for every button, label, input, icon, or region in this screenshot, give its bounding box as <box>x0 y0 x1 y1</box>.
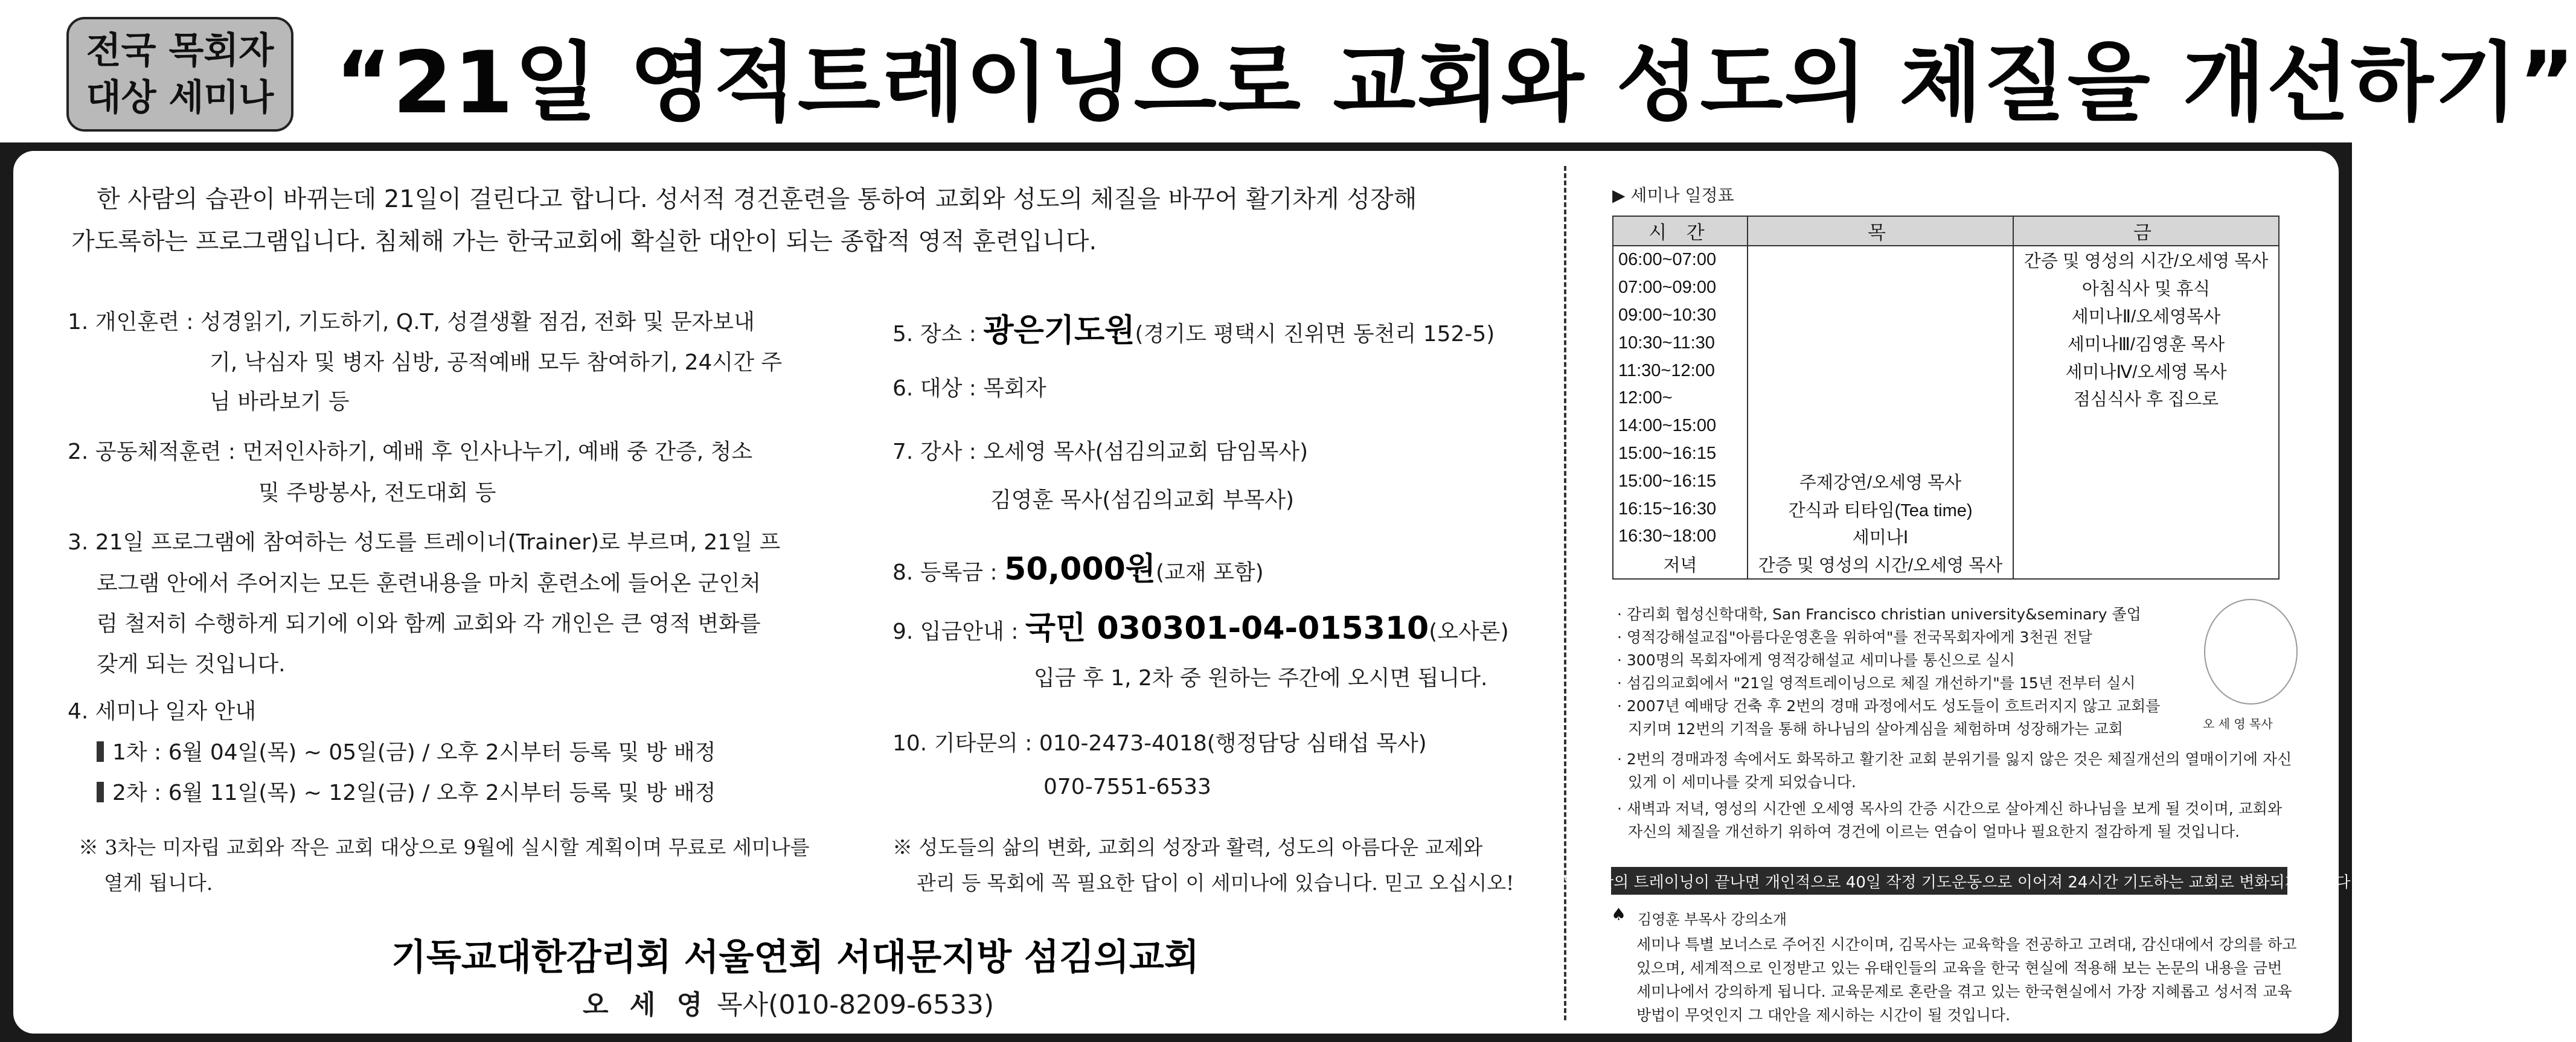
thu-cell <box>1748 357 2013 385</box>
session-2-text: 2차 : 6월 11일(목) ~ 12일(금) / 오후 2시부터 등록 및 방 배정 <box>112 781 716 805</box>
venue-name: 광은기도원 <box>983 313 1135 349</box>
item-1-line-3: 님 바라보기 등 <box>210 389 350 414</box>
page-title: “21일 영적트레이닝으로 교회와 성도의 체질을 개선하기” <box>335 33 2576 133</box>
time-cell: 07:00~09:00 <box>1613 274 1748 302</box>
session-1-text: 1차 : 6월 04일(목) ~ 05일(금) / 오후 2시부터 등록 및 방 배정 <box>112 740 716 765</box>
bio-line-8: 있게 이 세미나를 갖게 되었습니다. <box>1628 773 1856 791</box>
bullet-square-icon <box>97 782 104 802</box>
venue-address: (경기도 평택시 진위면 동천리 152-5) <box>1135 322 1495 347</box>
contact-detail: 목사(010-8209-6533) <box>708 989 995 1020</box>
item-1-line-2: 기, 낙심자 및 병자 심방, 공적예배 모두 참여하기, 24시간 주 <box>210 350 783 375</box>
item-9 <box>892 603 1509 648</box>
table-row <box>1613 246 2279 274</box>
fri-cell: 세미나Ⅳ/오세영 목사 <box>2013 357 2279 385</box>
thu-cell <box>1748 440 2013 468</box>
fri-cell: 간증 및 영성의 시간/오세영 목사 <box>2013 246 2279 274</box>
fri-cell: 세미나Ⅲ/김영훈 목사 <box>2013 329 2279 357</box>
bio-line-1: · 감리회 협성신학대학, San Francisco christian university&seminary 졸업 <box>1617 606 2141 623</box>
item-1-line-1: 1. 개인훈련 : 성경읽기, 기도하기, Q.T, 성결생활 점검, 전화 및 문자보내 <box>68 310 755 334</box>
item-7-line-1: 7. 강사 : 오세영 목사(섬김의교회 담임목사) <box>892 439 1309 464</box>
fee-amount: 50,000원 <box>1004 551 1156 587</box>
lecturer-line-1: 세미나 특별 보너스로 주어진 시간이며, 김목사는 교육학을 전공하고 고려대, 감신대에서 강의를 하고 <box>1636 936 2297 953</box>
thu-cell <box>1748 274 2013 302</box>
lecturer-line-3: 세미나에서 강의하게 됩니다. 교육문제로 혼란을 겪고 있는 한국현실에서 가장 지혜롭고 성서적 교육 <box>1636 983 2292 1000</box>
table-row <box>1613 412 2279 440</box>
bio-line-2: · 영적강해설교집"아름다운영혼을 위하여"를 전국목회자에게 3천권 전달 <box>1617 628 2092 646</box>
item-2-line-2: 및 주방봉사, 전도대회 등 <box>258 481 496 505</box>
lecturer-line-4: 방법이 무엇인지 그 대안을 제시하는 시간이 될 것입니다. <box>1636 1006 2011 1024</box>
contact <box>583 983 994 1021</box>
item-3-line-4: 갖게 되는 것입니다. <box>97 652 286 677</box>
table-row <box>1613 329 2279 357</box>
badge-line-1: 전국 목회자 <box>86 30 274 72</box>
thu-cell: 간증 및 영성의 시간/오세영 목사 <box>1748 551 2013 579</box>
badge-line-2: 대상 세미나 <box>86 77 274 119</box>
schedule-header-time: 시 간 <box>1613 216 1748 246</box>
thu-cell: 세미나Ⅰ <box>1748 523 2013 551</box>
time-cell: 15:00~16:15 <box>1613 467 1748 495</box>
left-note-line-1: ※ 3차는 미자립 교회와 작은 교회 대상으로 9월에 실시할 계획이며 무료로 세미나를 <box>78 836 810 859</box>
thu-cell <box>1748 329 2013 357</box>
time-cell: 16:15~16:30 <box>1613 495 1748 523</box>
session-2 <box>97 776 716 807</box>
prayer-banner: 21일 동안의 트레이닝이 끝나면 개인적으로 40일 작정 기도운동으로 이어져 24시간 기도하는 교회로 변화되게 됩니다. <box>1611 867 2287 895</box>
fri-cell <box>2013 523 2279 551</box>
time-cell: 15:00~16:15 <box>1613 440 1748 468</box>
fee-detail: (교재 포함) <box>1156 560 1264 585</box>
item-2-line-1: 2. 공동체적훈련 : 먼저인사하기, 예배 후 인사나누기, 예배 중 간증, 청소 <box>68 439 753 464</box>
mid-note-line-2: 관리 등 목회에 꼭 필요한 답이 이 세미나에 있습니다. 믿고 오십시오! <box>917 871 1514 895</box>
fri-cell <box>2013 440 2279 468</box>
item-3-line-2: 로그램 안에서 주어지는 모든 훈련내용을 마치 훈련소에 들어온 군인처 <box>97 571 761 596</box>
time-cell: 저녁 <box>1613 551 1748 579</box>
schedule-header-thu: 목 <box>1748 216 2013 246</box>
thu-cell <box>1748 385 2013 412</box>
schedule-header-row <box>1613 216 2279 246</box>
item-9-label: 9. 입금안내 : <box>892 619 1025 644</box>
item-10-line-2: 070-7551-6533 <box>1043 775 1211 799</box>
schedule-header-fri: 금 <box>2013 216 2279 246</box>
time-cell: 06:00~07:00 <box>1613 246 1748 274</box>
fri-cell: 세미나Ⅱ/오세영목사 <box>2013 302 2279 330</box>
bullet-square-icon <box>97 741 104 762</box>
bio-line-10: 자신의 체질을 개선하기 위하여 경건에 이르는 연습이 얼마나 필요한지 절감하게 될 것입니다. <box>1628 823 2240 840</box>
time-cell: 16:30~18:00 <box>1613 523 1748 551</box>
organization-name: 기독교대한감리회 서울연회 서대문지방 섬김의교회 <box>391 936 1199 979</box>
thu-cell <box>1748 412 2013 440</box>
time-cell: 11:30~12:00 <box>1613 357 1748 385</box>
fri-cell <box>2013 495 2279 523</box>
item-4-title: 4. 세미나 일자 안내 <box>68 699 257 724</box>
bio-line-7: · 2번의 경매과정 속에서도 화목하고 활기찬 교회 분위기를 잃지 않은 것은 체질개선의 열매이기에 자신 <box>1617 750 2292 768</box>
mid-note-line-1: ※ 성도들의 삶의 변화, 교회의 성장과 활력, 성도의 아름다운 교제와 <box>892 836 1483 859</box>
bio-line-4: · 섬김의교회에서 "21일 영적트레이닝으로 체질 개선하기"를 15년 전부터 실시 <box>1617 674 2136 692</box>
schedule-table <box>1612 216 2280 580</box>
table-row <box>1613 274 2279 302</box>
fri-cell <box>2013 467 2279 495</box>
intro-line-2: 가도록하는 프로그램입니다. 침체해 가는 한국교회에 확실한 대안이 되는 종합적 영적 훈련입니다. <box>71 228 1097 255</box>
table-row <box>1613 523 2279 551</box>
table-row <box>1613 495 2279 523</box>
profile-photo <box>2204 599 2298 705</box>
header <box>0 0 2576 136</box>
item-3-line-1: 3. 21일 프로그램에 참여하는 성도를 트레이너(Trainer)로 부르며, 21일 프 <box>68 530 781 555</box>
table-row <box>1613 385 2279 412</box>
schedule-title: ▶ 세미나 일정표 <box>1612 185 1734 205</box>
table-row <box>1613 357 2279 385</box>
time-cell: 12:00~ <box>1613 385 1748 412</box>
table-row <box>1613 551 2279 579</box>
intro-line-1: 한 사람의 습관이 바뀌는데 21일이 걸린다고 합니다. 성서적 경건훈련을 통하여 교회와 성도의 체질을 바꾸어 활기차게 성장해 <box>97 185 1417 213</box>
lecturer-heading: 김영훈 부목사 강의소개 <box>1638 911 1787 928</box>
fri-cell: 점심식사 후 집으로 <box>2013 385 2279 412</box>
left-note-line-2: 열게 됩니다. <box>104 871 213 895</box>
account-holder: (오사론) <box>1429 619 1509 644</box>
item-3-line-3: 럼 철저히 수행하게 되기에 이와 함께 교회와 각 개인은 큰 영적 변화를 <box>97 612 761 636</box>
item-6: 6. 대상 : 목회자 <box>892 376 1046 401</box>
time-cell: 09:00~10:30 <box>1613 302 1748 330</box>
thu-cell <box>1748 246 2013 274</box>
column-divider <box>1564 166 1566 1020</box>
table-row <box>1613 440 2279 468</box>
contact-name: 오 세 영 <box>583 989 709 1020</box>
bio-line-3: · 300명의 목회자에게 영적강해설교 세미나를 통신으로 실시 <box>1617 651 2015 669</box>
thu-cell: 간식과 티타임(Tea time) <box>1748 495 2013 523</box>
time-cell: 14:00~15:00 <box>1613 412 1748 440</box>
item-5 <box>892 305 1495 350</box>
time-cell: 10:30~11:30 <box>1613 329 1748 357</box>
lecturer-line-2: 있으며, 세계적으로 인정받고 있는 유태인들의 교육을 한국 현실에 적용해 보는 논문의 내용을 금번 <box>1636 959 2283 977</box>
fri-cell <box>2013 551 2279 579</box>
item-7-line-2: 김영훈 목사(섬김의교회 부목사) <box>990 488 1295 513</box>
item-10-line-1: 10. 기타문의 : 010-2473-4018(행정담당 심태섭 목사) <box>892 731 1427 756</box>
bio-line-9: · 새벽과 저녁, 영성의 시간엔 오세영 목사의 간증 시간으로 살아계신 하나님을 보게 될 것이며, 교회와 <box>1617 800 2283 817</box>
thu-cell <box>1748 302 2013 330</box>
seminar-badge <box>66 17 293 132</box>
spade-icon: ♠ <box>1611 904 1627 924</box>
item-8-label: 8. 등록금 : <box>892 560 1005 585</box>
session-1 <box>97 735 716 766</box>
item-5-label: 5. 장소 : <box>892 322 984 347</box>
item-8 <box>892 543 1264 589</box>
table-row <box>1613 467 2279 495</box>
thu-cell: 주제강연/오세영 목사 <box>1748 467 2013 495</box>
table-row <box>1613 302 2279 330</box>
bio-line-5: · 2007년 예배당 건축 후 2번의 경매 과정에서도 성도들이 흐트러지지 않고 교회를 <box>1617 697 2161 715</box>
photo-caption: 오 세 영 목사 <box>2203 717 2273 731</box>
fri-cell: 아침식사 및 휴식 <box>2013 274 2279 302</box>
fri-cell <box>2013 412 2279 440</box>
bank-account: 국민 030301-04-015310 <box>1025 610 1429 647</box>
bio-line-6: 지키며 12번의 기적을 통해 하나님의 살아계심을 체험하며 성장해가는 교회 <box>1628 720 2123 738</box>
item-9-line-2: 입금 후 1, 2차 중 원하는 주간에 오시면 됩니다. <box>1034 666 1488 691</box>
